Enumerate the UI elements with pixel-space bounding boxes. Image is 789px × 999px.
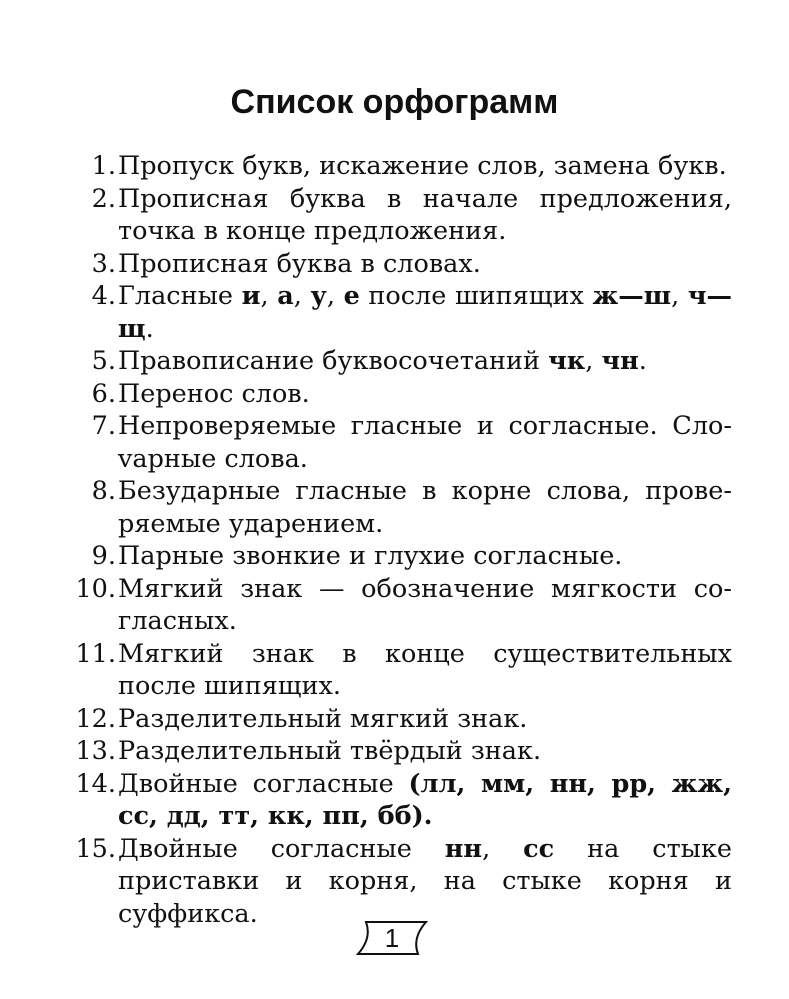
text-fragment: . xyxy=(638,346,647,376)
item-text xyxy=(118,540,732,573)
item-text xyxy=(118,345,732,378)
bold-fragment: (лл, мм, нн, рр, жж, сс, дд, тт, кк, пп, бб). xyxy=(118,768,732,831)
item-text xyxy=(118,410,732,475)
item-text xyxy=(118,735,732,768)
list-item xyxy=(62,703,732,736)
bold-fragment: сс xyxy=(523,833,555,864)
text-fragment: Разделительный твёрдый знак. xyxy=(118,736,542,766)
bold-fragment: ж—ш xyxy=(592,281,672,311)
item-text xyxy=(118,833,732,931)
item-text xyxy=(118,248,732,281)
item-number: 9. xyxy=(91,541,116,571)
text-fragment: Мягкий знак — обозначение мягкости согласных. xyxy=(118,573,732,636)
list-item xyxy=(62,475,732,540)
page-number-badge xyxy=(352,920,432,956)
list-item xyxy=(62,540,732,573)
list-item xyxy=(62,280,732,345)
text-fragment: после шипящих xyxy=(359,281,593,311)
item-text xyxy=(118,703,732,736)
list-item xyxy=(62,248,732,281)
item-text xyxy=(118,573,732,638)
text-fragment: . xyxy=(145,313,154,344)
item-number: 12. xyxy=(75,703,116,734)
text-fragment: Мягкий знак в конце существительных после шипящих. xyxy=(118,638,732,701)
text-fragment: Безударные гласные в корне слова, проверяемые ударением. xyxy=(118,476,732,539)
text-fragment: Прописная буква в словах. xyxy=(118,248,481,279)
bold-fragment: е xyxy=(343,281,360,311)
list-item xyxy=(62,735,732,768)
text-fragment: Пропуск букв, искажение слов, замена букв. xyxy=(118,151,727,181)
text-fragment: , xyxy=(260,281,278,311)
list-item xyxy=(62,573,732,638)
item-number: 15. xyxy=(75,833,116,864)
bold-fragment: чк xyxy=(548,346,586,376)
text-fragment: Непроверяемые гласные и согласные. Слоvарные слова. xyxy=(118,411,732,474)
text-fragment: , xyxy=(326,281,344,311)
list-item xyxy=(62,768,732,833)
item-number: 8. xyxy=(91,476,116,506)
bold-fragment: чн xyxy=(601,346,639,376)
text-fragment: Двойные согласные xyxy=(118,768,409,799)
text-fragment: Перенос слов. xyxy=(118,378,310,409)
list-item xyxy=(62,183,732,248)
item-number: 6. xyxy=(91,378,116,409)
item-text xyxy=(118,475,732,540)
page-number: 1 xyxy=(384,923,400,953)
list-item xyxy=(62,833,732,931)
item-number: 14. xyxy=(75,768,116,799)
list-item xyxy=(62,150,732,183)
orthogram-list xyxy=(62,150,732,930)
text-fragment: , xyxy=(671,281,688,311)
text-fragment: , xyxy=(482,833,524,864)
list-item xyxy=(62,345,732,378)
bold-fragment: а xyxy=(277,281,294,311)
text-fragment: Прописная буква в начале предложения, точка в конце предложения. xyxy=(118,183,732,246)
item-number: 5. xyxy=(91,346,116,376)
list-item xyxy=(62,638,732,703)
item-text xyxy=(118,378,732,411)
bold-fragment: и xyxy=(241,281,261,311)
item-number: 11. xyxy=(75,638,116,669)
text-fragment: Парные звонкие и глухие согласные. xyxy=(118,541,623,571)
list-item xyxy=(62,378,732,411)
item-number: 13. xyxy=(75,736,116,766)
text-fragment: на стыке приставки и корня, на стыке корня и суффикса. xyxy=(118,833,733,929)
item-text xyxy=(118,638,732,703)
item-number: 10. xyxy=(75,573,116,604)
list-item xyxy=(62,410,732,475)
text-fragment: , xyxy=(585,346,602,376)
item-number: 2. xyxy=(91,183,116,214)
item-number: 3. xyxy=(91,248,116,279)
item-number: 1. xyxy=(91,151,116,181)
item-number: 4. xyxy=(91,281,116,311)
page-title: Список орфограмм xyxy=(230,83,559,121)
text-fragment: Гласные xyxy=(118,281,242,311)
item-number: 7. xyxy=(91,411,116,441)
text-fragment: , xyxy=(293,281,311,311)
item-text xyxy=(118,280,732,345)
text-fragment: Разделительный мягкий знак. xyxy=(118,703,528,734)
bold-fragment: нн xyxy=(444,833,483,864)
bold-fragment: ч—щ xyxy=(118,281,733,344)
bold-fragment: у xyxy=(310,281,327,311)
item-text xyxy=(118,768,732,833)
text-fragment: Правописание буквосочетаний xyxy=(118,346,549,376)
item-text xyxy=(118,150,732,183)
item-text xyxy=(118,183,732,248)
text-fragment: Двойные согласные xyxy=(118,833,445,864)
